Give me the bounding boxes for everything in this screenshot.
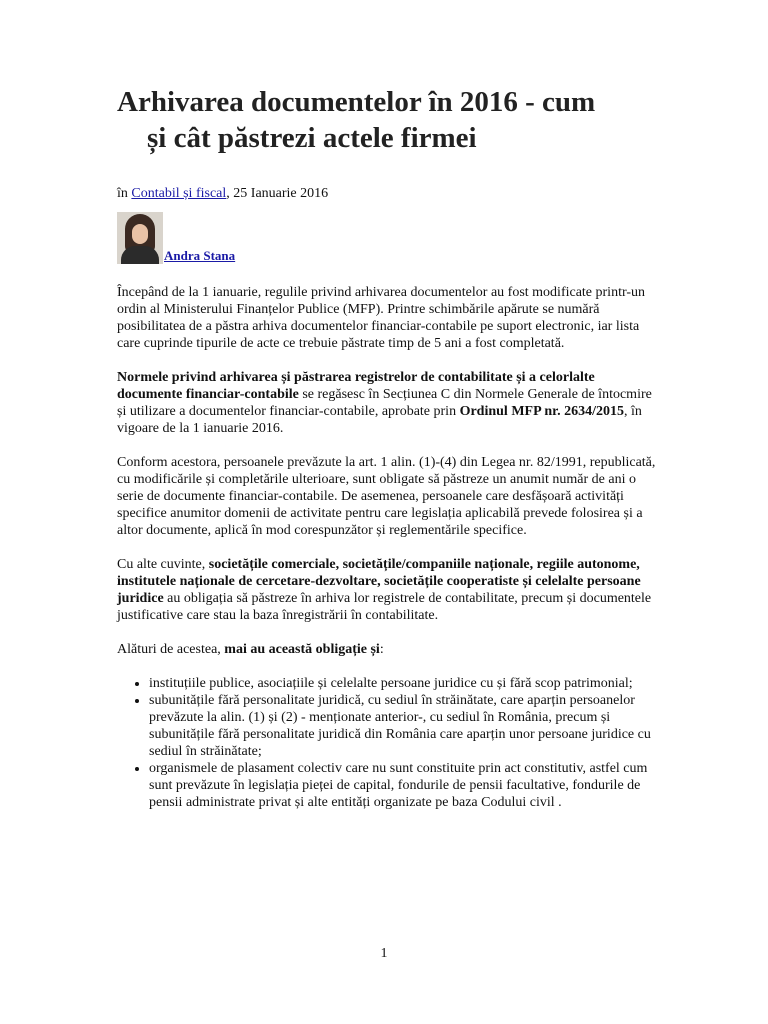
paragraph-also (117, 641, 657, 658)
meta-prefix: în (117, 186, 132, 201)
title-line-1: Arhivarea documentelor în 2016 - cum (117, 86, 596, 118)
also-start: Alături de acestea, (117, 642, 225, 657)
author-avatar (117, 212, 163, 264)
entities-end: au obligația să păstreze în arhiva lor registrele de contabilitate, precum și documentele justificative care stau la baza înregistrării în contabilitate. (117, 591, 652, 623)
paragraph-intro: Începând de la 1 ianuarie, regulile privind arhivarea documentelor au fost modificate printr-un ordin al Ministerului Finanțelor Publice (MFP). Printre schimbările apărute se numără posibilitatea de a păstra arhiva documentelor financiar-contabile pe suport electronic, iar lista care cuprinde tipurile de acte ce trebuie păstrate timp de 5 ani a fost completată. (117, 285, 646, 351)
author-block (117, 208, 657, 264)
paragraph-conform: Conform acestora, persoanele prevăzute la art. 1 alin. (1)-(4) din Legea nr. 82/1991, republicată, cu modificările și completările ulterioare, sunt obligate să păstreze un anumit număr de ani o serie de documente financiar-contabile. De asemenea, persoanele care desfășoară activități specifice anumitor domenii de activitate pentru care legislația aplicabilă prevede folosirea și a altor documente, aplică în mod corespunzător și reglementările specifice. (117, 455, 656, 538)
article-date: , 25 Ianuarie 2016 (226, 186, 329, 201)
article-title (117, 84, 657, 156)
also-end: : (379, 642, 384, 657)
also-bold: mai au această obligație și (224, 642, 380, 657)
title-line-2: și cât păstrezi actele firmei (147, 122, 477, 154)
entities-start: Cu alte cuvinte, (117, 557, 209, 572)
author-link[interactable]: Andra Stana (164, 248, 236, 263)
list-item: • organismele de plasament colectiv care nu sunt constituite prin act constitutiv, astfel cum sunt prevăzute în legislația pieței de capital, fondurile de pensii facultative, fondurile de pensii administrate privat și alte entități organizate pe baza Codului civil . (149, 760, 657, 811)
page-number: 1 (380, 946, 388, 961)
document-page (117, 84, 657, 811)
paragraph-entities (117, 556, 657, 624)
entities-bold: societățile comerciale, societățile/companiile naționale, regiile autonome, institutele naționale de cercetare-dezvoltare, societățile cooperatiste și celelalte persoane juridice (117, 557, 641, 606)
list-item: • instituțiile publice, asociațiile și celelalte persoane juridice cu și fără scop patrimonial; (149, 675, 657, 692)
article-meta (117, 186, 657, 202)
category-link[interactable]: Contabil și fiscal (131, 186, 227, 201)
norms-end: , în vigoare de la 1 ianuarie 2016. (117, 404, 642, 436)
order-bold: Ordinul MFP nr. 2634/2015 (459, 404, 624, 419)
norms-bold: Normele privind arhivarea și păstrarea registrelor de contabilitate și a celorlalte documente financiar-contabile (117, 370, 595, 402)
norms-text: se regăsesc în Secțiunea C din Normele Generale de întocmire și utilizare a documentelor financiar-contabile, aprobate prin (117, 387, 652, 419)
list-item: • subunitățile fără personalitate juridică, cu sediul în străinătate, care aparțin persoanelor prevăzute la alin. (1) și (2) - menționate anterior-, cu sediul în România, precum și subunitățile fără personalitate juridică din România care aparțin unor persoane juridice cu sediul în străinătate; (149, 692, 657, 760)
paragraph-norms (117, 369, 657, 437)
obligation-list (117, 675, 657, 811)
